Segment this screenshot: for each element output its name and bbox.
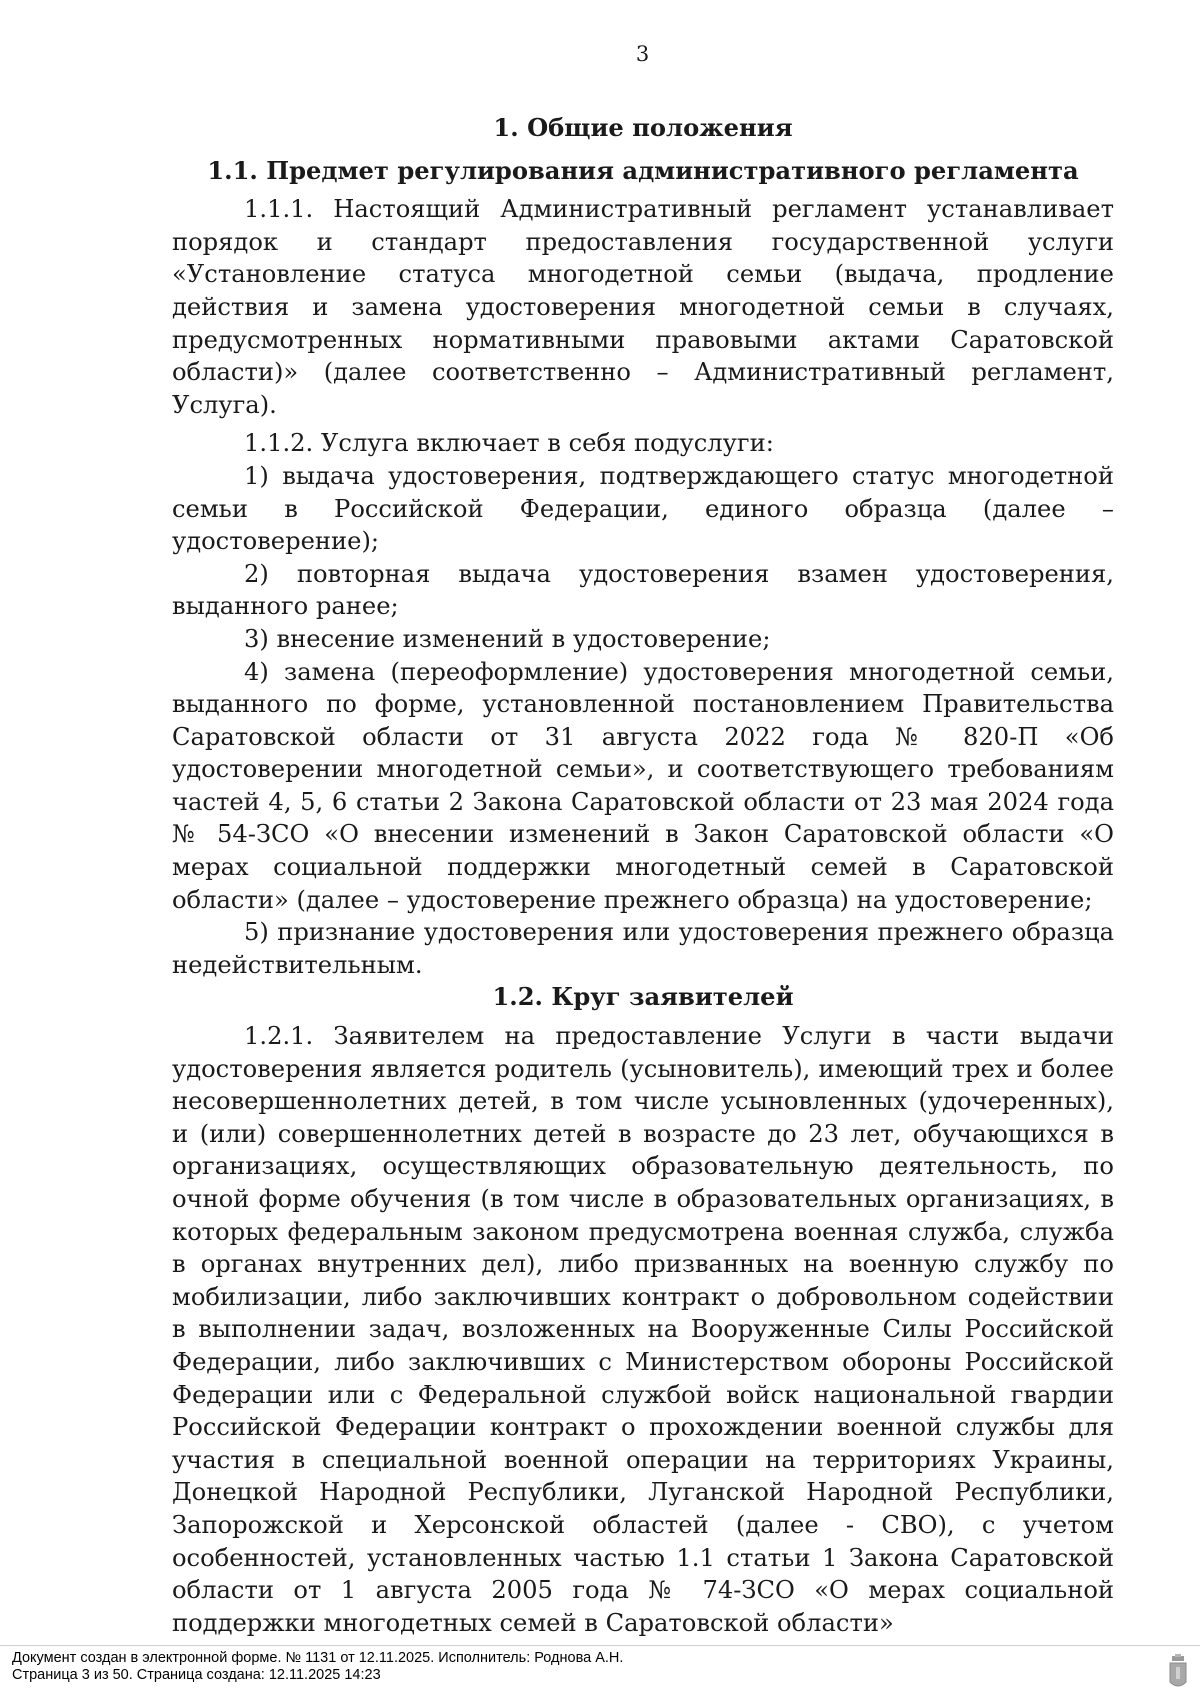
subsection-heading-applicants: 1.2. Круг заявителей (492, 982, 794, 1012)
subsection-heading-subject: 1.1. Предмет регулирования административного регламента (207, 155, 1079, 185)
list-item-4: 4) замена (переоформление) удостоверения многодетной семьи, выданного по форме, установленной постановлением Правительства Саратовской области от 31 августа 2022 года № 820-П «Об удостоверении многодетной семьи», и соответствующего требованиям частей 4, 5, 6 статьи 2 Закона Саратовской области от 23 мая 2024 года № 54-ЗСО «О внесении изменений в Закон Саратовской области «О мерах социальной поддержки многодетный семей в Саратовской области» (далее – удостоверение прежнего образца) на удостоверение; (172, 657, 1114, 914)
footer-divider (0, 1645, 1200, 1646)
paragraph-1-1-1: 1.1.1. Настоящий Административный регламент устанавливает порядок и стандарт предоставления государственной услуги «Установление статуса многодетной семьи (выдача, продление действия и замена удостоверения многодетной семьи в случаях, предусмотренных нормативными правовыми актами Саратовской области)» (далее соответственно – Административный регламент, Услуга). (172, 195, 1114, 419)
document-footer (12, 1650, 623, 1684)
paragraph-1-1-2: 1.1.2. Услуга включает в себя подуслуги: (244, 429, 774, 458)
list-item-3: 3) внесение изменений в удостоверение; (244, 624, 771, 653)
list-item-2: 2) повторная выдача удостоверения взамен удостоверения, выданного ранее; (172, 559, 1114, 621)
footer-line-2: Страница 3 из 50. Страница создана: 12.11.2025 14:23 (12, 1667, 381, 1683)
document-body (172, 112, 1114, 1639)
footer-line-1: Документ создан в электронной форме. № 1131 от 12.11.2025. Исполнитель: Роднова А.Н. (12, 1650, 624, 1666)
paragraph-1-2-1: 1.2.1. Заявителем на предоставление Услуги в части выдачи удостоверения является родитель (усыновитель), имеющий трех и более несовершеннолетних детей, в том числе усыновленных (удочеренных), и (или) совершеннолетних детей в возрасте до 23 лет, обучающихся в организациях, осуществляющих образовательную деятельность, по очной форме обучения (в том числе в образовательных организациях, в которых федеральным законом предусмотрена военная служба, служба в органах внутренних дел), либо призванных на военную службу по мобилизации, либо заключивших контракт о добровольном содействии в выполнении задач, возложенных на Вооруженные Силы Российской Федерации, либо заключивших с Министерством обороны Российской Федерации или с Федеральной службой войск национальной гвардии Российской Федерации контракт о прохождении военной службы для участия в специальной военной операции на территориях Украины, Донецкой Народной Республики, Луганской Народной Республики, Запорожской и Херсонской областей (далее - СВО), с учетом особенностей, установленных частью 1.1 статьи 1 Закона Саратовской области от 1 августа 2005 года № 74-ЗСО «О мерах социальной поддержки многодетных семей в Саратовской области» (172, 1022, 1114, 1637)
page-number: 3 (635, 42, 650, 66)
coat-of-arms-icon (1168, 1654, 1188, 1690)
list-item-5: 5) признание удостоверения или удостоверения прежнего образца недействительным. (172, 918, 1114, 979)
list-item-1: 1) выдача удостоверения, подтверждающего статус многодетной семьи в Российской Федерации, единого образца (далее – удостоверение); (172, 461, 1114, 556)
section-heading-general: 1. Общие положения (493, 113, 793, 142)
